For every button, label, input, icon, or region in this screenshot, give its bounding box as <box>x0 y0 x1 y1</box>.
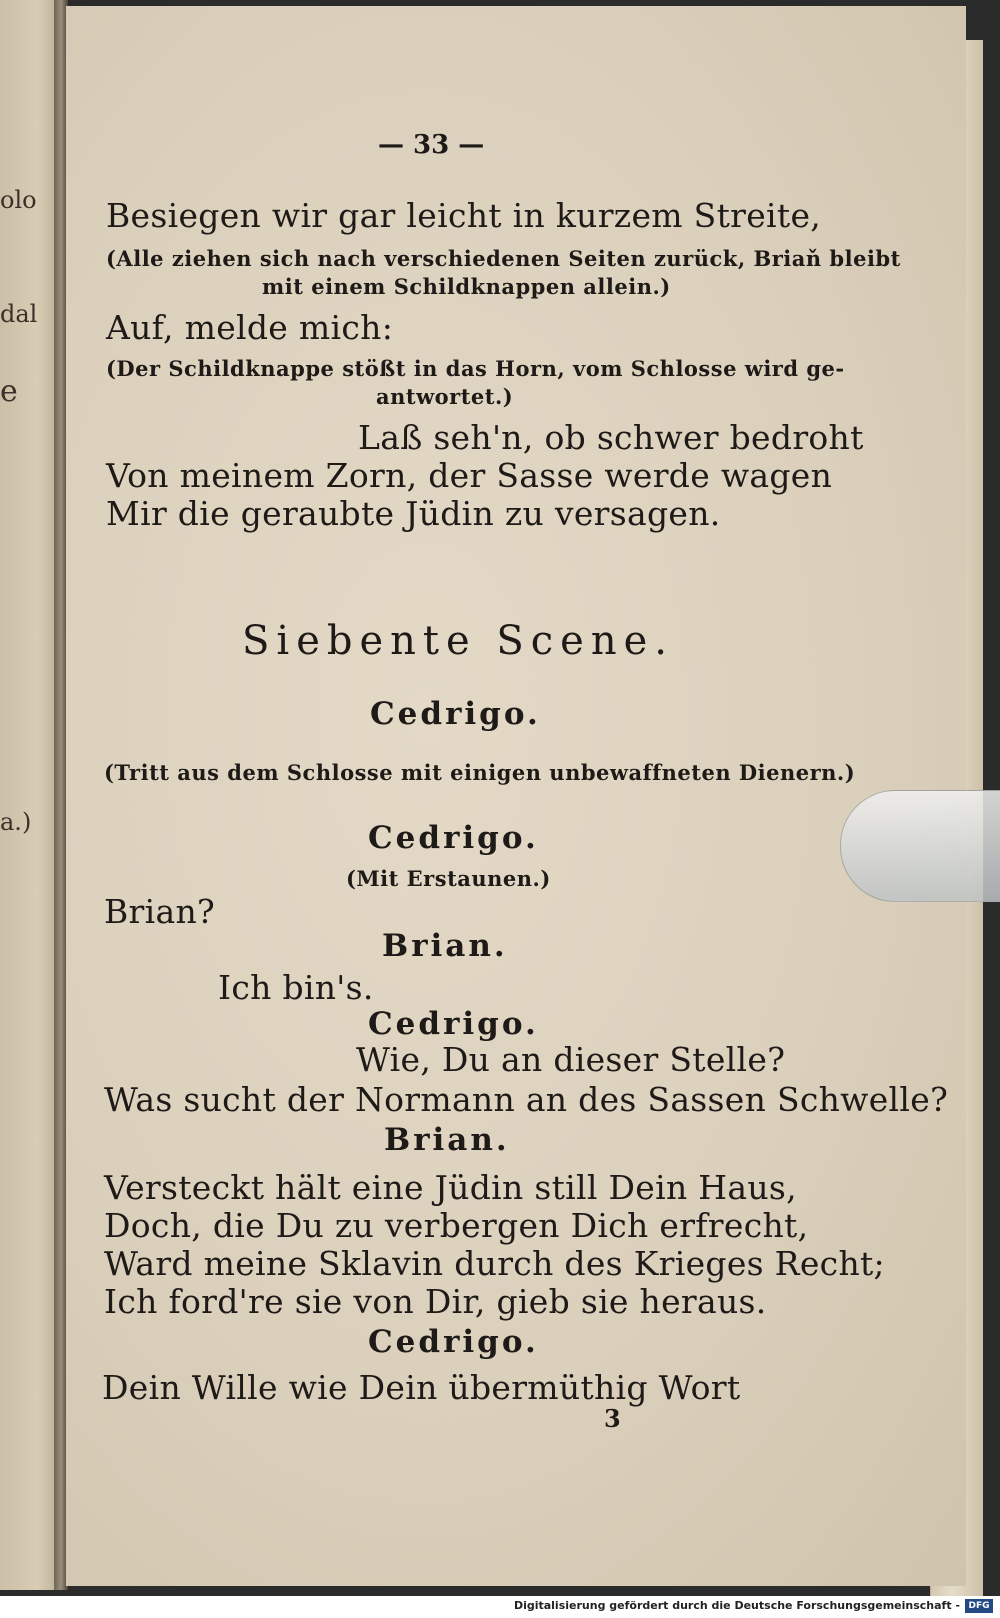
verse-line: Laß seh'n, ob schwer bedroht <box>358 418 864 457</box>
verse-line: Wie, Du an dieser Stelle? <box>356 1040 786 1079</box>
verse-line: Auf, melde mich: <box>106 308 394 347</box>
verse-line: Ich bin's. <box>218 968 374 1007</box>
stage-direction: antwortet.) <box>376 384 514 409</box>
signature-mark: 3 <box>604 1404 621 1433</box>
verse-line: Von meinem Zorn, der Sasse werde wagen <box>106 456 833 495</box>
verse-line: Was sucht der Normann an des Sassen Schwelle? <box>104 1080 949 1119</box>
verse-line: Ward meine Sklavin durch des Krieges Recht; <box>104 1244 885 1283</box>
scene-heading: Siebente Scene. <box>242 618 674 664</box>
dfg-logo-icon: DFG <box>965 1599 993 1613</box>
speaker-name: Cedrigo. <box>368 1324 539 1360</box>
speaker-name: Brian. <box>382 928 508 964</box>
prev-page-fragment: e <box>0 374 18 409</box>
page-number: — 33 — <box>378 130 485 160</box>
prev-page-fragment: a.) <box>0 808 32 836</box>
prev-page-fragment: dal <box>0 300 38 328</box>
stage-direction: (Alle ziehen sich nach verschiedenen Seiten zurück, Briaň bleibt <box>106 246 901 271</box>
bookmark-clip <box>840 790 1000 902</box>
stage-direction: mit einem Schildknappen allein.) <box>262 274 671 299</box>
verse-line: Brian? <box>104 892 215 931</box>
verse-line: Mir die geraubte Jüdin zu versagen. <box>106 494 721 533</box>
stage-direction: (Mit Erstaunen.) <box>346 866 551 891</box>
speaker-name: Cedrigo. <box>368 1006 539 1042</box>
verse-line: Dein Wille wie Dein übermüthig Wort <box>102 1368 741 1407</box>
speaker-name: Cedrigo. <box>368 820 539 856</box>
stage-direction: (Der Schildknappe stößt in das Horn, vom Schlosse wird ge- <box>106 356 845 381</box>
prev-page-fragment: olo <box>0 186 37 214</box>
previous-page-edge <box>0 0 62 1590</box>
stage-direction: (Tritt aus dem Schlosse mit einigen unbewaffneten Dienern.) <box>104 760 856 785</box>
verse-line: Besiegen wir gar leicht in kurzem Streite, <box>106 196 822 235</box>
verse-line: Ich ford're sie von Dir, gieb sie heraus. <box>104 1282 767 1321</box>
speaker-name: Brian. <box>384 1122 510 1158</box>
footer-credit: Digitalisierung gefördert durch die Deutsche Forschungsgemeinschaft - <box>513 1599 960 1612</box>
speaker-name: Cedrigo. <box>370 696 541 732</box>
verse-line: Doch, die Du zu verbergen Dich erfrecht, <box>104 1206 809 1245</box>
verse-line: Versteckt hält eine Jüdin still Dein Haus, <box>104 1168 797 1207</box>
